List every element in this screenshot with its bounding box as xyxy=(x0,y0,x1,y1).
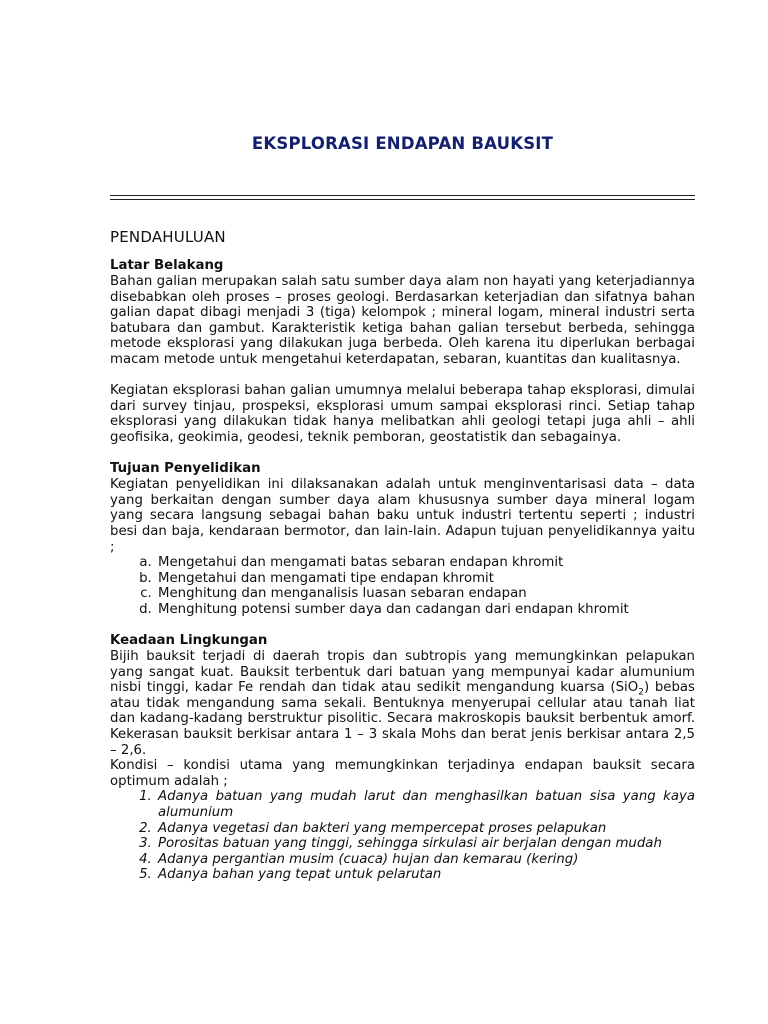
paragraph-keadaan-1: Bijih bauksit terjadi di daerah tropis dan subtropis yang memungkinkan pelapukan yang sangat kuat. Bauksit terbentuk dari batuan yang mempunyai kadar alumunium nisbi tinggi, kadar Fe rendah dan tidak atau sedikit mengandung kuarsa (SiO$_2$) bebas atau tidak mengandung sama sekali. Bentuknya menyerupai cellular atau tanah liat dan kadang-kadang berstruktur pisolitic. Secara makroskopis bauksit berbentuk amorf. Kekerasan bauksit berkisar antara 1 – 3 skala Mohs dan berat jenis berkisar antara 2,5 – 2,6. xyxy=(110,649,695,758)
list-item: c. Menghitung dan menganalisis luasan sebaran endapan xyxy=(156,586,695,602)
document-title: EKSPLORASI ENDAPAN BAUKSIT xyxy=(251,134,554,153)
title-rule-lower xyxy=(110,199,695,200)
paragraph-tujuan: Kegiatan penyelidikan ini dilaksanakan adalah untuk menginventarisasi data – data yang berkaitan dengan sumber daya alam khususnya sumber daya mineral logam yang secara langsung sebagai bahan baku untuk industri tertentu seperti ; industri besi dan baja, kendaraan bermotor, dan lain-lain. Adapun tujuan penyelidikannya yaitu ; xyxy=(110,477,695,555)
tujuan-list xyxy=(110,555,695,617)
paragraph-keadaan-2: Kondisi – kondisi utama yang memungkinkan terjadinya endapan bauksit secara optimum adalah ; xyxy=(110,758,695,789)
list-item: 5. Adanya bahan yang tepat untuk pelarutan xyxy=(156,867,695,883)
section-heading-pendahuluan: PENDAHULUAN xyxy=(110,228,226,246)
subscript-2: 2 xyxy=(638,687,644,698)
paragraph-latar-belakang-2: Kegiatan eksplorasi bahan galian umumnya melalui beberapa tahap eksplorasi, dimulai dari survey tinjau, prospeksi, eksplorasi umum sampai eksplorasi rinci. Setiap tahap eksplorasi yang dilakukan tidak hanya melibatkan ahli geologi tetapi juga ahli – ahli geofisika, geokimia, geodesi, teknik pemboran, geostatistik dan sebagainya. xyxy=(110,383,695,445)
list-item: b. Mengetahui dan mengamati tipe endapan khromit xyxy=(156,571,695,587)
kondisi-list xyxy=(110,789,695,883)
list-item: 4. Adanya pergantian musim (cuaca) hujan dan kemarau (kering) xyxy=(156,852,695,868)
list-item: d. Menghitung potensi sumber daya dan cadangan dari endapan khromit xyxy=(156,602,695,618)
list-item: 2. Adanya vegetasi dan bakteri yang mempercepat proses pelapukan xyxy=(156,821,695,837)
list-item: a. Mengetahui dan mengamati batas sebaran endapan khromit xyxy=(156,555,695,571)
title-rule-upper xyxy=(110,195,695,196)
paragraph-latar-belakang-1: Bahan galian merupakan salah satu sumber daya alam non hayati yang keterjadiannya disebabkan oleh proses – proses geologi. Berdasarkan keterjadian dan sifatnya bahan galian dapat dibagi menjadi 3 (tiga) kelompok ; mineral logam, mineral industri serta batubara dan gambut. Karakteristik ketiga bahan galian tersebut berbeda, sehingga metode eksplorasi yang dilakukan juga berbeda. Oleh karena itu diperlukan berbagai macam metode untuk mengetahui keterdapatan, sebaran, kuantitas dan kualitasnya. xyxy=(110,274,695,367)
subheading-tujuan-penyelidikan: Tujuan Penyelidikan xyxy=(110,461,261,477)
subheading-latar-belakang: Latar Belakang xyxy=(110,258,224,273)
subheading-keadaan-lingkungan: Keadaan Lingkungan xyxy=(110,633,268,649)
document-body xyxy=(110,228,695,883)
list-item: 3. Porositas batuan yang tinggi, sehingga sirkulasi air berjalan dengan mudah xyxy=(156,836,695,852)
list-item: 1. Adanya batuan yang mudah larut dan menghasilkan batuan sisa yang kaya alumunium xyxy=(156,789,695,820)
